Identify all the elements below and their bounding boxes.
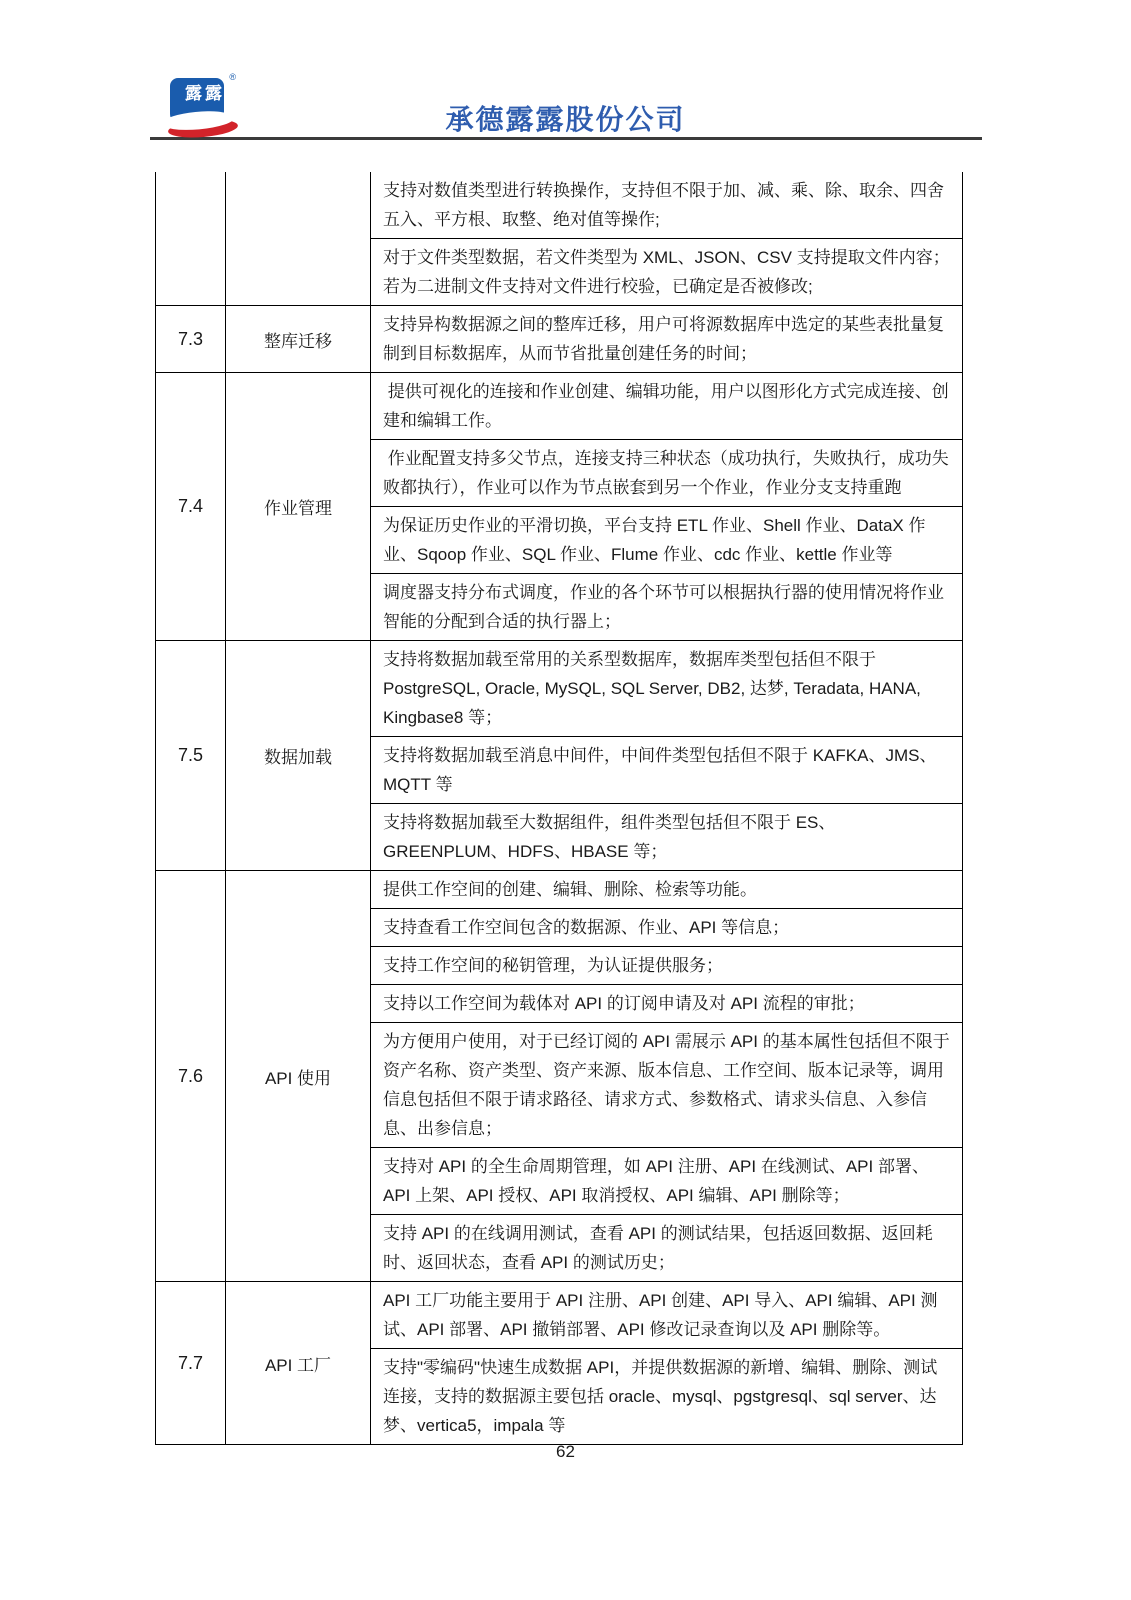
req-category-cell: API 工厂: [226, 1282, 371, 1444]
requirements-table: [155, 172, 963, 1445]
page-number: 62: [556, 1442, 575, 1461]
req-description: 支持将数据加载至大数据组件，组件类型包括但不限于 ES、GREENPLUM、HDFS、HBASE 等；: [371, 803, 962, 870]
registered-trademark-icon: ®: [229, 72, 236, 82]
req-descriptions: [371, 172, 962, 305]
table-row-group-7-5: [156, 640, 962, 870]
req-id-cell: 7.5: [156, 641, 226, 870]
req-description: 支持对 API 的全生命周期管理，如 API 注册、API 在线测试、API 部署、API 上架、API 授权、API 取消授权、API 编辑、API 删除等；: [371, 1147, 962, 1214]
req-description: 支持"零编码"快速生成数据 API，并提供数据源的新增、编辑、删除、测试连接，支持的数据源主要包括 oracle、mysql、pgstgresql、sql server、达梦、vertica5，impala 等: [371, 1348, 962, 1444]
req-description: 支持将数据加载至消息中间件，中间件类型包括但不限于 KAFKA、JMS、MQTT 等: [371, 736, 962, 803]
req-description: 调度器支持分布式调度，作业的各个环节可以根据执行器的使用情况将作业智能的分配到合适的执行器上；: [371, 573, 962, 640]
req-description: API 工厂功能主要用于 API 注册、API 创建、API 导入、API 编辑、API 测试、API 部署、API 撤销部署、API 修改记录查询以及 API 删除等。: [383, 1291, 938, 1339]
page-footer: [0, 1442, 1131, 1462]
req-category-cell: [226, 172, 371, 305]
req-description: 为方便用户使用，对于已经订阅的 API 需展示 API 的基本属性包括但不限于资产名称、资产类型、资产来源、版本信息、工作空间、版本记录等，调用信息包括但不限于请求路径、请求方式、参数格式、请求头信息、入参信息、出参信息；: [371, 1022, 962, 1147]
req-description: 提供可视化的连接和作业创建、编辑功能，用户以图形化方式完成连接、创建和编辑工作。: [383, 382, 949, 430]
req-description: 提供工作空间的创建、编辑、删除、检索等功能。: [383, 880, 757, 899]
req-id-cell: [156, 172, 226, 305]
req-description: 支持 API 的在线调用测试，查看 API 的测试结果，包括返回数据、返回耗时、返回状态，查看 API 的测试历史；: [371, 1214, 962, 1281]
header-rule: [150, 137, 982, 140]
req-description: 对于文件类型数据，若文件类型为 XML、JSON、CSV 支持提取文件内容；若为二进制文件支持对文件进行校验，已确定是否被修改;: [371, 238, 962, 305]
req-category-cell: 作业管理: [226, 373, 371, 640]
table-row-group-7-4: [156, 372, 962, 640]
req-description: 作业配置支持多父节点，连接支持三种状态（成功执行，失败执行，成功失败都执行），作业可以作为节点嵌套到另一个作业，作业分支支持重跑: [371, 439, 962, 506]
logo-text: 露露: [185, 84, 225, 103]
req-descriptions: [371, 641, 962, 870]
req-description: 为保证历史作业的平滑切换，平台支持 ETL 作业、Shell 作业、DataX 作业、Sqoop 作业、SQL 作业、Flume 作业、cdc 作业、kettle 作业等: [371, 506, 962, 573]
table-row-group-7-7: [156, 1281, 962, 1444]
table-row-group-continuation: [156, 172, 962, 305]
req-id-cell: 7.4: [156, 373, 226, 640]
req-description: 支持工作空间的秘钥管理，为认证提供服务；: [371, 946, 962, 984]
req-id-cell: 7.7: [156, 1282, 226, 1444]
req-descriptions: [371, 871, 962, 1281]
req-descriptions: [371, 1282, 962, 1444]
company-title: 承德露露股份公司: [445, 104, 686, 135]
req-category-cell: API 使用: [226, 871, 371, 1281]
req-category-cell: 整库迁移: [226, 306, 371, 372]
req-descriptions: [371, 373, 962, 640]
req-id-cell: 7.3: [156, 306, 226, 372]
req-descriptions: [371, 306, 962, 372]
req-id-cell: 7.6: [156, 871, 226, 1281]
table-row-group-7-6: [156, 870, 962, 1281]
req-description: 支持异构数据源之间的整库迁移，用户可将源数据库中选定的某些表批量复制到目标数据库，从而节省批量创建任务的时间；: [383, 315, 944, 363]
req-description: 支持对数值类型进行转换操作，支持但不限于加、减、乘、除、取余、四舍五入、平方根、取整、绝对值等操作;: [383, 181, 944, 229]
req-description: 支持将数据加载至常用的关系型数据库，数据库类型包括但不限于 PostgreSQL, Oracle, MySQL, SQL Server, DB2, 达梦, Teradata, HANA, Kingbase8 等；: [383, 650, 926, 727]
req-description: 支持以工作空间为载体对 API 的订阅申请及对 API 流程的审批；: [371, 984, 962, 1022]
req-category-cell: 数据加载: [226, 641, 371, 870]
req-description: 支持查看工作空间包含的数据源、作业、API 等信息；: [371, 908, 962, 946]
table-row-group-7-3: [156, 305, 962, 372]
